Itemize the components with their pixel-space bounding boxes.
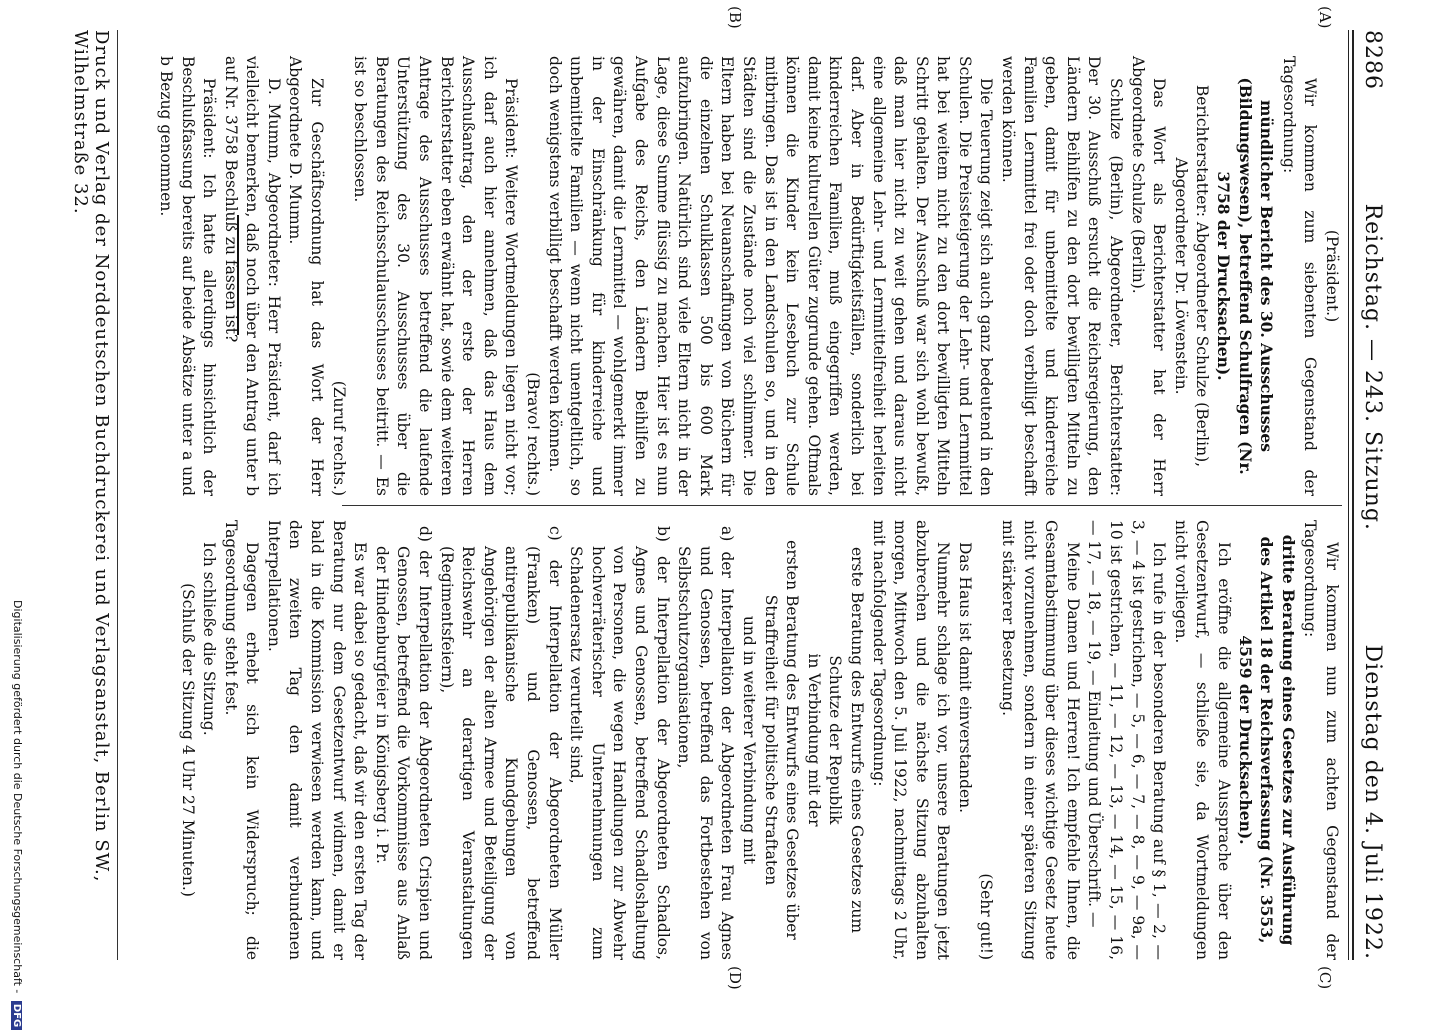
paragraph: Ich eröffne die allgemeine Aussprache über den Gesetzentwurf, — schließe sie, da Wortmeldungen nicht vorliegen. — [1171, 520, 1234, 960]
digitization-text: Digitalisierung gefördert durch die Deutsche Forschungsgemeinschaft - — [11, 600, 24, 994]
centered-line: (Präsident.) — [1323, 229, 1341, 323]
interjection: (Bravo! rechts.) — [524, 372, 543, 496]
digitization-notice — [11, 600, 24, 1028]
footer-rule — [117, 30, 118, 960]
paragraph: Ich schließe die Sitzung. — [200, 542, 219, 736]
centered-line: dritte Beratung eines Gesetzes zur Ausführung des Artikel 18 der Reichsverfassung (Nr. 3553, 4559 der Drucksachen). — [1235, 534, 1298, 946]
column-divider — [342, 505, 1342, 506]
interjection: (Sehr gut!) — [977, 873, 996, 960]
margin-mark-b: (B) — [726, 6, 744, 29]
centered-line: Abgeordneter Dr. Löwenstein. — [1171, 157, 1190, 395]
paragraph: Nunmehr schlage ich vor, unsere Beratungen jetzt abzubrechen und die nächste Sitzung abzuhalten morgen, Mittwoch den 5. Juli 1922, nachmittags 2 Uhr, mit nachfolgender Tagesordnung: — [869, 520, 953, 960]
interjection: (Zuruf rechts.) — [329, 380, 348, 496]
dfg-logo: DFG — [11, 1001, 22, 1030]
paragraph: D. Mumm, Abgeordneter: Herr Präsident, darf ich vielleicht bemerken, daß noch über den Antrag unter b auf Nr. 3758 Beschluß zu fassen ist? — [221, 56, 283, 496]
paragraph: Meine Damen und Herren! Ich empfehle Ihnen, die Gesamtabstimmung über dieses wichtige Gesetz heute nicht vorzunehmen, sondern in einer späteren Sitzung mit stärkerer Besetzung. — [999, 520, 1082, 960]
centered-line: Berichterstatter: Abgeordneter Schulze (Berlin), — [1193, 84, 1212, 468]
margin-mark-d: (D) — [726, 966, 744, 990]
agenda-item: c) der Interpellation der Abgeordneten Müller (Franken) und Genossen, betreffend antirepublikanische Kundgebungen von Angehörigen der alten Armee und Beteiligung der Reichswehr an derartigen Veranstaltungen (Regimentsfeiern), — [437, 526, 564, 960]
paragraph: Das Wort als Berichterstatter hat der Herr Abgeordnete Schulze (Berlin). — [1128, 56, 1169, 496]
paragraph: Präsident: Ich hatte allerdings hinsichtlich der Beschlußfassung bereits auf beide Absätze unter a und b Bezug genommen. — [156, 56, 219, 496]
session-date: Dienstag den 4. Juli 1922. — [1360, 644, 1385, 960]
paragraph: Schulze (Berlin), Abgeordneter, Berichterstatter: Der 30. Ausschuß ersucht die Reichsregierung, den Ländern Beihilfen zu den dort bewilligten Mitteln zu geben, damit für unbemittelte und kinderreiche Familien Lernmittel frei oder doch verbilligt beschafft werden können. — [999, 56, 1126, 496]
paragraph: Ich rufe in der besonderen Beratung auf § 1, — 2, — 3, — 4 ist gestrichen, — 5, — 6, — 7, — 8, — 9, — 9a, — 10 ist gestrichen, — 11, — 12, — 13, — 14, — 15, — 16, — 17, — 18, — 19, — Einleitung und Überschrift. — — [1085, 520, 1169, 960]
agenda-item: b) der Interpellation der Abgeordneten Schadlos, Agnes und Genossen, betreffend Schadloshaltung von Personen, die wegen Handlungen zur Abwehr hochverräterischer Unternehmungen zum Schadenersatz verurteilt sind, — [567, 526, 672, 960]
centered-line: ersten Beratung des Entwurfs eines Gesetzes über Straffreiheit für politische Straftaten — [761, 540, 802, 940]
session-title: Reichstag. — 243. Sitzung. — [1360, 203, 1385, 531]
paragraph: Zur Geschäftsordnung hat das Wort der Herr Abgeordnete D. Mumm. — [286, 56, 327, 496]
left-column — [154, 56, 1342, 496]
centered-line: (Schluß der Sitzung 4 Uhr 27 Minuten.) — [178, 583, 197, 897]
page-number: 8286 — [1360, 30, 1385, 90]
header-rule-secondary — [1348, 30, 1349, 960]
paragraph: Wir kommen nun zum achten Gegenstand der Tagesordnung: — [1301, 520, 1341, 960]
paragraph: Dagegen erhebt sich kein Widerspruch; die Tagesordnung steht fest. — [221, 520, 262, 960]
agenda-item: d) der Interpellation der Abgeordneten Crispien und Genossen, betreffend die Vorkommnisse aus Anlaß der Hindenburgfeier in Königsberg i. Pr. — [372, 526, 435, 960]
section-end-rule — [237, 215, 239, 335]
printer-imprint: Druck und Verlag der Norddeutschen Buchdruckerei und Verlagsanstalt, Berlin SW., Wilhelmstraße 32. — [70, 30, 112, 883]
centered-line: erste Beratung des Entwurfs eines Gesetzes zum Schutze der Republik — [826, 546, 866, 934]
centered-line: in Verbindung mit der — [804, 653, 823, 827]
margin-mark-c: (C) — [1316, 966, 1334, 990]
right-column — [176, 520, 1342, 960]
paragraph: Wir kommen zum siebenten Gegenstand der Tagesordnung: — [1279, 56, 1320, 496]
agenda-item: a) der Interpellation der Abgeordneten Frau Agnes und Genossen, betreffend das Fortbestehen von Selbstschutzorganisationen, — [675, 526, 737, 960]
centered-line: und in weiterer Verbindung mit — [739, 615, 758, 865]
paragraph: Die Teuerung zeigt sich auch ganz bedeutend in den Schulen. Die Preissteigerung der Lehr- und Lernmittel hat bei weitem nicht zu den dort bewilligten Mitteln Schritt gehalten. Der Ausschuß war sich wohl bewußt, daß man hier nicht zu weit gehen und daraus nicht eine allgemeine Lehr- und Lernmittelfreiheit herleiten darf. Aber in Bedürftigkeitsfällen, sonderlich bei kinderreichen Familien, muß eingegriffen werden, damit keine kulturellen Güter zugrunde gehen. Oftmals können die Kinder kein Lesebuch zur Schule mitbringen. Das ist in den Landschulen so, und in den Städten sind die Zustände noch viel schlimmer. Die Eltern haben bei Neuanschaffungen von Büchern für die einzelnen Schulklassen 500 bis 600 Mark aufzubringen. Natürlich sind viele Eltern nicht in der Lage, diese Summe flüssig zu machen. Hier ist es nun Aufgabe des Reichs, den Ländern Beihilfen zu gewähren, damit die Lernmittel — wohlgemerkt immer in der Einschränkung für kinderreiche und unbemittelte Familien — wenn nicht unentgeltlich, so doch wenigstens verbilligt beschafft werden können. — [545, 56, 996, 496]
centered-line: mündlicher Bericht des 30. Ausschusses (Bildungswesen), betreffend Schulfragen (Nr. 3758 der Drucksachen). — [1214, 77, 1277, 475]
paragraph: Präsident: Weitere Wortmeldungen liegen nicht vor; ich darf auch hier annehmen, daß das Haus dem Ausschußantrag, den der erste der Herren Berichterstatter eben erwähnt hat, sowie dem weiteren Antrage des Ausschusses betreffend die laufende Unterstützung des 30. Ausschusses über die Beratungen des Reichsschulausschusses beitritt. — Es ist so beschlossen. — [351, 56, 521, 496]
page-header — [1360, 30, 1394, 960]
paragraph: Das Haus ist damit einverstanden. — [955, 542, 974, 814]
margin-mark-a: (A) — [1316, 6, 1334, 29]
header-rule — [1352, 30, 1354, 960]
paragraph: Es war dabei so gedacht, daß wir den ersten Tag der Beratung nur dem Gesetzentwurf widmen, damit er bald in die Kommission verwiesen werden kann, und den zweiten Tag den damit verbundenen Interpellationen. — [264, 520, 370, 960]
